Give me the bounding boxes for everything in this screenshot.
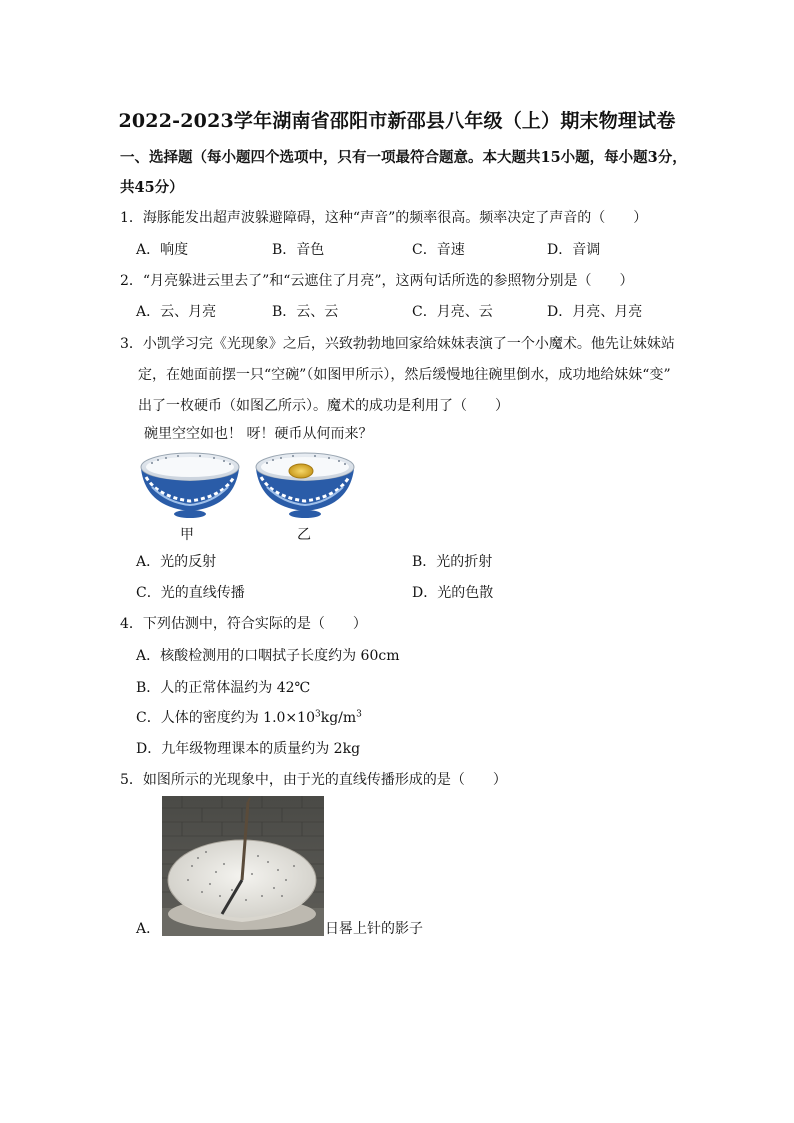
question-3-stem-line3: 出了一枚硬币（如图乙所示）。魔术的成功是利用了（ ） bbox=[138, 398, 509, 414]
q3-option-b: B．光的折射 bbox=[412, 554, 493, 570]
q2-option-a: A．云、月亮 bbox=[136, 304, 217, 320]
question-4-stem: 4．下列估测中，符合实际的是（ ） bbox=[120, 616, 367, 632]
empty-bowl-figure bbox=[138, 445, 242, 523]
question-2-stem: 2．“月亮躲进云里去了”和“云遮住了月亮”，这两句话所选的参照物分别是（ ） bbox=[120, 273, 634, 289]
q1-option-d: D．音调 bbox=[547, 242, 601, 258]
q3-option-a: A．光的反射 bbox=[136, 554, 217, 570]
q4-option-b: B．人的正常体温约为 42℃ bbox=[136, 680, 311, 696]
coin-bowl-figure bbox=[253, 445, 357, 523]
figure-caption: 碗里空空如也！ 呀！硬币从何而来？ bbox=[144, 426, 373, 442]
figure-label-yi: 乙 bbox=[297, 527, 311, 543]
section-heading-line2: 共45分） bbox=[120, 179, 184, 196]
q4-option-c bbox=[136, 707, 362, 727]
q3-option-c: C．光的直线传播 bbox=[136, 585, 245, 601]
q4-option-c-unit: kg/m bbox=[320, 710, 357, 726]
q4-option-a: A．核酸检测用的口咽拭子长度约为 60cm bbox=[136, 648, 400, 664]
q5-option-a-label: A． bbox=[136, 921, 161, 937]
page-title: 2022-2023学年湖南省邵阳市新邵县八年级（上）期末物理试卷 bbox=[118, 110, 676, 132]
q4-option-d: D．九年级物理课本的质量约为 2kg bbox=[136, 741, 361, 757]
q2-option-b: B．云、云 bbox=[272, 304, 339, 320]
q2-option-c: C．月亮、云 bbox=[412, 304, 493, 320]
q1-option-b: B．音色 bbox=[272, 242, 325, 258]
q4-option-c-unit-exponent: 3 bbox=[356, 709, 362, 720]
q3-option-d: D．光的色散 bbox=[412, 585, 494, 601]
section-heading-line1: 一、选择题（每小题四个选项中，只有一项最符合题意。本大题共15小题，每小题3分， bbox=[120, 149, 687, 166]
q4-option-c-exponent: 3 bbox=[314, 709, 321, 720]
question-1-stem: 1．海豚能发出超声波躲避障碍，这种“声音”的频率很高。频率决定了声音的（ ） bbox=[120, 210, 648, 226]
sundial-photo bbox=[162, 796, 324, 936]
question-3-stem-line1: 3．小凯学习完《光现象》之后，兴致勃勃地回家给妹妹表演了一个小魔术。他先让妹妹站 bbox=[120, 336, 675, 352]
q5-option-a-text: 日晷上针的影子 bbox=[325, 921, 423, 937]
figure-label-jia: 甲 bbox=[180, 527, 194, 543]
q4-option-c-text: C．人体的密度约为 1.0×10 bbox=[136, 710, 315, 726]
q1-option-a: A．响度 bbox=[136, 242, 189, 258]
q1-option-c: C．音速 bbox=[412, 242, 465, 258]
q2-option-d: D．月亮、月亮 bbox=[547, 304, 643, 320]
question-3-stem-line2: 定，在她面前摆一只“空碗”（如图甲所示），然后缓慢地往碗里倒水，成功地给妹妹“变” bbox=[138, 367, 671, 383]
question-5-stem: 5．如图所示的光现象中，由于光的直线传播形成的是（ ） bbox=[120, 772, 507, 788]
